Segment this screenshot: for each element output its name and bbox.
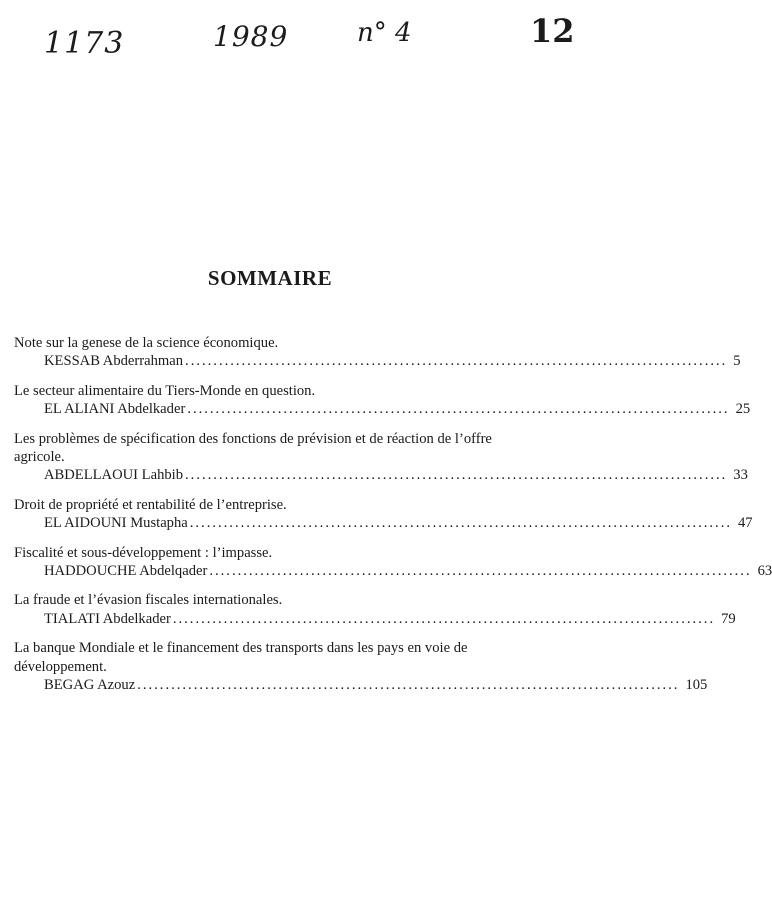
article-title: La banque Mondiale et le financement des transports dans les pays en voie de développement. xyxy=(14,640,468,675)
article-title: Le secteur alimentaire du Tiers-Monde en question. xyxy=(14,382,316,399)
article-title: Note sur la genese de la science économique. xyxy=(14,335,279,351)
article-author: EL AIDOUNI Mustapha xyxy=(44,515,188,532)
author-line xyxy=(14,610,736,628)
page-number: 63 xyxy=(757,563,772,580)
article-title: Les problèmes de spécification des fonctions de prévision et de réaction de l’offre agricole. xyxy=(14,430,492,466)
article-title: Droit de propriété et rentabilité de l’entreprise. xyxy=(14,496,287,513)
article-title: Fiscalité et sous-développement : l’impasse. xyxy=(14,544,273,561)
toc-entry xyxy=(14,591,736,628)
dot-leader: ................................................................................................ xyxy=(209,563,752,580)
author-line xyxy=(14,514,753,532)
toc-entry xyxy=(14,430,748,485)
page-number: 47 xyxy=(738,515,753,532)
handwritten-year: 1989 xyxy=(213,20,289,53)
toc-entry xyxy=(14,334,741,371)
handwritten-mark: 12 xyxy=(530,12,575,50)
article-author: KESSAB Abderrahman xyxy=(44,353,184,370)
page-number: 33 xyxy=(733,467,748,484)
toc-entry xyxy=(14,544,772,581)
handwritten-issue: n° 4 xyxy=(357,18,412,48)
toc-entry xyxy=(14,382,751,419)
page-number: 79 xyxy=(721,610,736,627)
article-author: BEGAG Azouz xyxy=(44,677,136,694)
author-line xyxy=(14,466,748,484)
dot-leader: ................................................................................................ xyxy=(172,610,716,627)
page-number: 25 xyxy=(735,401,751,418)
article-author: HADDOUCHE Abdelqader xyxy=(44,563,208,580)
dot-leader: ................................................................................................ xyxy=(185,467,728,484)
author-line xyxy=(14,562,772,580)
dot-leader: ................................................................................................ xyxy=(189,515,732,532)
page-title: SOMMAIRE xyxy=(207,266,333,290)
toc-entry xyxy=(14,496,753,533)
author-line xyxy=(14,400,751,418)
table-of-contents xyxy=(14,334,772,706)
handwritten-shelf-number: 1173 xyxy=(44,26,125,61)
toc-entry xyxy=(14,639,708,694)
dot-leader: ................................................................................................ xyxy=(185,353,728,370)
article-author: EL ALIANI Abdelkader xyxy=(44,401,186,418)
page-number: 105 xyxy=(685,677,708,694)
author-line xyxy=(14,676,708,694)
dot-leader: ................................................................................................ xyxy=(187,401,730,418)
dot-leader: ................................................................................................ xyxy=(137,677,680,694)
page-number: 5 xyxy=(733,353,741,370)
author-line xyxy=(14,352,741,370)
article-author: ABDELLAOUI Lahbib xyxy=(44,467,184,484)
article-title: La fraude et l’évasion fiscales internationales. xyxy=(14,592,283,609)
article-author: TIALATI Abdelkader xyxy=(44,610,171,627)
